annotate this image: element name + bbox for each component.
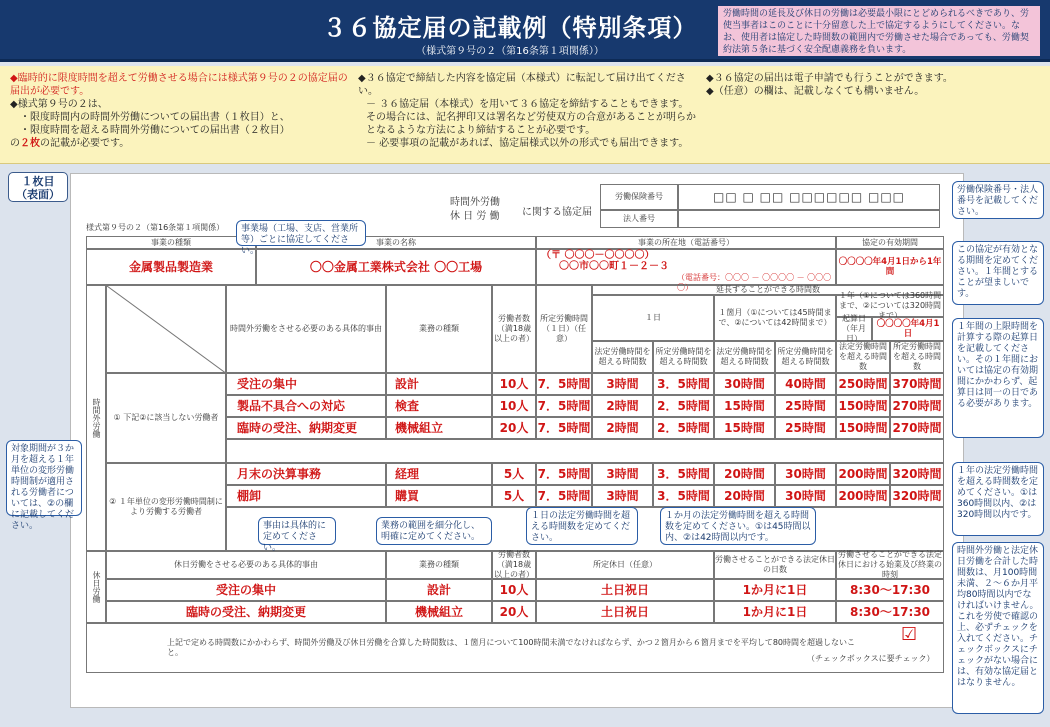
header-hol-reason: 休日労働をさせる必要のある具体的事由 xyxy=(106,551,386,579)
table-row-month-legal[interactable]: 30時間 xyxy=(714,373,775,395)
table-row-fixed[interactable]: 7．5時間 xyxy=(536,485,592,507)
table-row-day-fixed[interactable]: 3．5時間 xyxy=(653,463,714,485)
hol-row-fixed[interactable]: 土日祝日 xyxy=(536,601,714,623)
table-row-month-fixed[interactable]: 25時間 xyxy=(775,417,836,439)
header-fixedover-day: 所定労働時間を超える時間数 xyxy=(653,341,714,373)
table-row-reason[interactable]: 棚卸 xyxy=(226,485,386,507)
header-note: 労働時間の延長及び休日の労働は必要最小限にとどめられるべきであり、労使当事者はこのことに十分留意した上で協定するようにしてください。なお、使用者は協定した時間数の範囲内で労働させた場合であっても、労働契約法第５条に基づく安全配慮義務を負います。 xyxy=(718,6,1040,56)
value-period[interactable]: 〇〇〇〇年4月1日から1年間 xyxy=(836,249,944,285)
header-diagonal xyxy=(106,285,226,373)
checkbox-check-icon[interactable]: ☑ xyxy=(901,624,918,645)
table-row-reason[interactable]: 臨時の受注、納期変更 xyxy=(226,417,386,439)
form-number: 様式第９号の２（第16条第１項関係） xyxy=(86,223,225,232)
table-row-month-legal[interactable]: 20時間 xyxy=(714,485,775,507)
table-row-year-legal[interactable]: 150時間 xyxy=(836,395,890,417)
value-tel: （電話番号：〇〇〇 － 〇〇〇〇 － 〇〇〇〇） xyxy=(677,273,832,292)
table-row-day-fixed[interactable]: 3．5時間 xyxy=(653,373,714,395)
header-reason: 時間外労働をさせる必要のある具体的事由 xyxy=(226,285,386,373)
callout-period: この協定が有効となる期間を定めてください。１年間とすることが望ましいです。 xyxy=(952,241,1044,305)
info-text: ◆（任意）の欄は、記載しなくても構いません。 xyxy=(706,86,925,97)
info-text-emph: ２枚 xyxy=(20,138,40,149)
table-row-year-fixed[interactable]: 270時間 xyxy=(890,395,944,417)
info-text: ◆３６協定の届出は電子申請でも行うことができます。 xyxy=(706,73,953,84)
info-text-part: の記載が必要です。 xyxy=(40,138,130,149)
table-row-work[interactable]: 設計 xyxy=(386,373,492,395)
table-row-year-fixed[interactable]: 320時間 xyxy=(890,485,944,507)
header-work: 業務の種類 xyxy=(386,285,492,373)
footer-text: 上記で定める時間数にかかわらず、時間外労働及び休日労働を合算した時間数は、１箇月について100時間未満でなければならず、かつ２箇月から６箇月までを平均して80時間を超過しないこと。 xyxy=(167,638,856,657)
header-address: 事業の所在地（電話番号） xyxy=(536,236,836,249)
value-kisan[interactable]: 〇〇〇〇年4月1日 xyxy=(872,317,944,341)
header-legal-month: 法定労働時間を超える時間数 xyxy=(714,341,775,373)
header-hol-hours: 労働させることができる法定休日における始業及び終業の時刻 xyxy=(838,550,942,579)
hol-row-reason[interactable]: 受注の集中 xyxy=(106,579,386,601)
table-row-year-fixed[interactable]: 270時間 xyxy=(890,417,944,439)
doc-title xyxy=(450,196,500,224)
corp-no-label: 法人番号 xyxy=(600,210,678,228)
table-row-day-legal[interactable]: 2時間 xyxy=(592,417,653,439)
table-row-count[interactable]: 5人 xyxy=(492,485,536,507)
header-legal-day: 法定労働時間を超える時間数 xyxy=(592,341,653,373)
hol-row-days[interactable]: 1か月に1日 xyxy=(714,579,836,601)
callout-target-workers: 対象期間が３か月を超える１年単位の変形労働時間制が適用される労働者については、②の欄に記載してください。 xyxy=(6,440,82,516)
table-row-month-fixed[interactable]: 25時間 xyxy=(775,395,836,417)
value-jigyo-type[interactable]: 金属製品製造業 xyxy=(86,249,256,285)
table-row-reason[interactable]: 製品不具合への対応 xyxy=(226,395,386,417)
header-hol-count: 労働者数（満18歳以上の者） xyxy=(494,550,534,579)
header-fixedover-month: 所定労働時間を超える時間数 xyxy=(775,341,836,373)
table-row-year-fixed[interactable]: 320時間 xyxy=(890,463,944,485)
table-row-work[interactable]: 機械組立 xyxy=(386,417,492,439)
corp-no-boxes[interactable] xyxy=(678,210,940,228)
info-text: ◆臨時的に限度時間を超えて労働させる場合には様式第９号の２の協定届の届出が必要です。 xyxy=(10,73,348,97)
header-period: 協定の有効期間 xyxy=(836,236,944,249)
table-row-month-legal[interactable]: 20時間 xyxy=(714,463,775,485)
hol-row-work[interactable]: 機械組立 xyxy=(386,601,492,623)
hol-row-work[interactable]: 設計 xyxy=(386,579,492,601)
hol-row-reason[interactable]: 臨時の受注、納期変更 xyxy=(106,601,386,623)
info-text xyxy=(10,137,355,150)
header-year: １年（①については360時間まで、②については320時間まで） xyxy=(836,295,944,317)
table-row-year-legal[interactable]: 200時間 xyxy=(836,485,890,507)
table-row-day-fixed[interactable]: 3．5時間 xyxy=(653,485,714,507)
table-row-month-fixed[interactable]: 30時間 xyxy=(775,485,836,507)
header-kisan: 起算日（年月日） xyxy=(836,317,872,341)
header-legal-year: 法定労働時間を超える時間数 xyxy=(836,341,890,373)
table-row-count[interactable]: 20人 xyxy=(492,417,536,439)
table-row-work[interactable]: 経理 xyxy=(386,463,492,485)
info-text-part: の xyxy=(10,138,20,149)
header-jigyo-name: 事業の名称 xyxy=(256,236,536,249)
info-text: ・限度時間内の時間外労働についての届出書（１枚目）と、 xyxy=(20,112,290,123)
info-text: ◆様式第９号の２は、 xyxy=(10,99,108,110)
table-row-day-fixed[interactable]: 2．5時間 xyxy=(653,417,714,439)
table-row-fixed[interactable]: 7．5時間 xyxy=(536,417,592,439)
value-address: 〇〇市〇〇町１－２－３ xyxy=(559,261,669,272)
info-text: － ３６協定届（本様式）を用いて３６協定を締結することもできます。その場合には、記名押印又は署名など労使双方の合意があることが明らかとなるような方法により締結することが必要です。 xyxy=(366,99,696,136)
table-row-work[interactable]: 購買 xyxy=(386,485,492,507)
doc-title-c: に関する協定届 xyxy=(522,207,592,218)
table-row-count[interactable]: 10人 xyxy=(492,395,536,417)
header-hol-work: 業務の種類 xyxy=(386,551,492,579)
hol-row-hours[interactable]: 8:30～17:30 xyxy=(836,601,944,623)
table-row-day-legal[interactable]: 2時間 xyxy=(592,395,653,417)
info-text: ◆３６協定で締結した内容を協定届（本様式）に転記して届け出てください。 xyxy=(358,73,686,97)
table-row-work[interactable]: 検査 xyxy=(386,395,492,417)
table-row-year-legal[interactable]: 200時間 xyxy=(836,463,890,485)
hol-row-fixed[interactable]: 土日祝日 xyxy=(536,579,714,601)
hol-row-hours[interactable]: 8:30～17:30 xyxy=(836,579,944,601)
hol-row-count[interactable]: 20人 xyxy=(492,601,536,623)
info-column-1 xyxy=(10,72,355,150)
table-row-day-legal[interactable]: 3時間 xyxy=(592,463,653,485)
table-row-month-fixed[interactable]: 40時間 xyxy=(775,373,836,395)
table-row-reason[interactable]: 月末の決算事務 xyxy=(226,463,386,485)
footer-check-note: （チェックボックスに要チェック） xyxy=(807,654,935,663)
info-text: ・限度時間を超える時間外労働についての届出書（２枚目） xyxy=(20,125,290,136)
table-row-day-legal[interactable]: 3時間 xyxy=(592,485,653,507)
side-holiday: 休日労働 xyxy=(86,551,106,623)
hol-row-days[interactable]: 1か月に1日 xyxy=(714,601,836,623)
callout-insurance-no: 労働保険番号・法人番号を記載してください。 xyxy=(952,181,1044,219)
header-count: 労働者数（満18歳以上の者） xyxy=(492,285,536,373)
header-jigyo-type: 事業の種類 xyxy=(86,236,256,249)
callout-reason: 事由は具体的に定めてください。 xyxy=(258,517,336,545)
callout-work: 業務の範囲を細分化し、明確に定めてください。 xyxy=(376,517,492,545)
header-hol-fixed: 所定休日（任意） xyxy=(536,551,714,579)
value-zip: （〒 〇〇〇－〇〇〇〇） xyxy=(541,250,655,261)
header-day: １日 xyxy=(592,295,714,341)
table-row-year-fixed[interactable]: 370時間 xyxy=(890,373,944,395)
table-row-reason[interactable]: 受注の集中 xyxy=(226,373,386,395)
page-subtitle: （様式第９号の２（第16条第１項関係）） xyxy=(416,46,604,57)
table-row-day-fixed[interactable]: 2．5時間 xyxy=(653,395,714,417)
header-fixed: 所定労働時間（１日）（任意） xyxy=(536,285,592,373)
insurance-no-boxes[interactable]: □□ □ □□ □□□□□□ □□□ xyxy=(678,184,940,210)
insurance-no-label: 労働保険番号 xyxy=(600,184,678,210)
table-row-year-legal[interactable]: 150時間 xyxy=(836,417,890,439)
callout-year-limit: １年の法定労働時間を超える時間数を定めてください。①は360時間以内、②は320時間以内です。 xyxy=(952,462,1044,536)
info-column-2 xyxy=(358,72,698,150)
callout-total-limit: 時間外労働と法定休日労働を合計した時間数は、月100時間未満、２～６か月平均80時間以内でなければいけません。これを労使で確認の上、必ずチェックを入れてください。チェックボックスにチェックがない場合には、有効な協定届とはなりません。 xyxy=(952,542,1044,714)
table-row-month-fixed[interactable]: 30時間 xyxy=(775,463,836,485)
table-row-month-legal[interactable]: 15時間 xyxy=(714,395,775,417)
table-row-month-legal[interactable]: 15時間 xyxy=(714,417,775,439)
table-row-fixed[interactable]: 7．5時間 xyxy=(536,463,592,485)
header-hol-days: 労働させることができる法定休日の日数 xyxy=(714,551,836,579)
page-label xyxy=(8,172,68,202)
table-row-fixed[interactable]: 7．5時間 xyxy=(536,395,592,417)
info-column-3 xyxy=(706,72,1041,98)
hol-row-count[interactable]: 10人 xyxy=(492,579,536,601)
callout-kisan: １年間の上限時間を計算する際の起算日を記載してください。その１年間においては協定の有効期間にかかわらず、起算日は同一の日である必要があります。 xyxy=(952,318,1044,438)
page-title: ３６協定届の記載例（特別条項） xyxy=(322,14,698,42)
header-month: １箇月（①については45時間まで、②については42時間まで） xyxy=(714,295,836,341)
table-row-count[interactable]: 10人 xyxy=(492,373,536,395)
value-jigyo-name[interactable]: 〇〇金属工業株式会社 〇〇工場 xyxy=(256,249,536,285)
callout-month-limit: １か月の法定労働時間を超える時間数を定めてください。①は45時間以内、②は42時間以内です。 xyxy=(660,507,816,545)
side-overtime: 時間外労働 xyxy=(86,285,106,551)
doc-title-a: 時間外労働 xyxy=(450,197,500,208)
doc-title-b: 休 日 労 働 xyxy=(450,211,500,222)
header-fixedover-year: 所定労働時間を超える時間数 xyxy=(890,341,944,373)
info-text: － 必要事項の記載があれば、協定届様式以外の形式でも届出できます。 xyxy=(366,138,689,149)
row-group-2-label: ② １年単位の変形労働時間制により労働する労働者 xyxy=(106,463,226,551)
table-row-fixed[interactable]: 7．5時間 xyxy=(536,373,592,395)
diagonal-line xyxy=(107,286,227,374)
callout-office: 事業場（工場、支店、営業所等）ごとに協定してください。 xyxy=(236,220,366,246)
table-row-day-legal[interactable]: 3時間 xyxy=(592,373,653,395)
callout-day-limit: １日の法定労働時間を超える時間数を定めてください。 xyxy=(526,507,638,545)
table-row-year-legal[interactable]: 250時間 xyxy=(836,373,890,395)
page-label-text: １枚目 （表面） xyxy=(16,175,60,201)
table-row-empty[interactable] xyxy=(226,439,944,463)
table-row-count[interactable]: 5人 xyxy=(492,463,536,485)
row-group-1-label: ① 下記②に該当しない労働者 xyxy=(106,373,226,463)
header-ext: 延長することができる時間数 xyxy=(592,285,944,295)
footer-box xyxy=(86,623,944,673)
